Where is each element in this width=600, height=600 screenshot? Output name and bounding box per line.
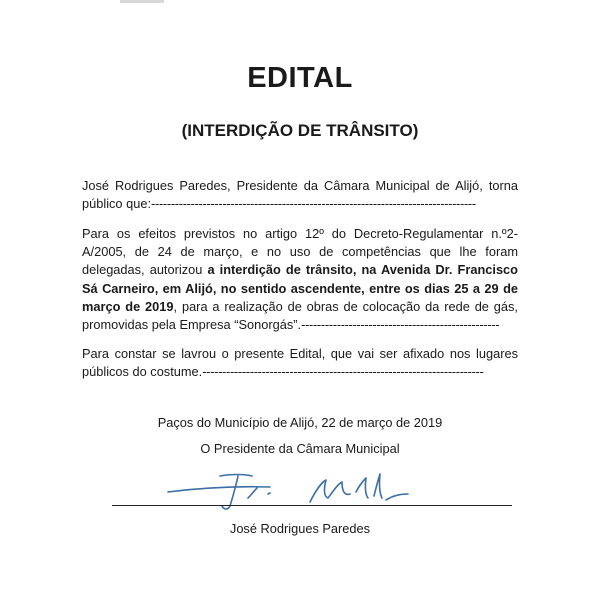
authorization-text-end: , para a realização de obras de colocação da rede de gás, promovidas pela Empresa “Sonorgás”. bbox=[82, 298, 518, 333]
authorization-bold-text: a interdição de trânsito, na Avenida Dr. Francisco Sá Carneiro, em Alijó, no sentido ascendente, entre os dias 25 a 29 de março de 2019 bbox=[82, 262, 518, 314]
signature-line bbox=[112, 505, 512, 506]
closing-text: Para constar se lavrou o presente Edital, que vai ser afixado nos lugares públicos do costume. bbox=[82, 346, 518, 380]
document-title: EDITAL bbox=[247, 62, 353, 94]
authorization-text: Para os efeitos previstos no artigo 12º do Decreto-Regulamentar n.º2-A/2005, de 24 de março, e no uso de competências que lhe foram delegadas, autorizou bbox=[82, 226, 518, 278]
closing-dashes: ----------------------------------------------------------------------- bbox=[202, 364, 484, 380]
intro-text: José Rodrigues Paredes, Presidente da Câmara Municipal de Alijó, torna público que: bbox=[82, 178, 518, 212]
place-date: Paços do Município de Alijó, 22 de março de 2019 bbox=[157, 415, 443, 430]
authorization-paragraph bbox=[82, 225, 518, 334]
signer-name: José Rodrigues Paredes bbox=[229, 521, 371, 536]
document-subtitle: (INTERDIÇÃO DE TRÂNSITO) bbox=[181, 121, 419, 140]
scan-artifact bbox=[120, 0, 164, 3]
intro-dashes: ---------------------------------------------------------------------------------- bbox=[151, 196, 476, 212]
closing-paragraph bbox=[82, 345, 518, 381]
intro-paragraph bbox=[82, 177, 518, 213]
signer-role: O Presidente da Câmara Municipal bbox=[200, 441, 400, 456]
authorization-dashes: -------------------------------------------------- bbox=[301, 317, 500, 333]
